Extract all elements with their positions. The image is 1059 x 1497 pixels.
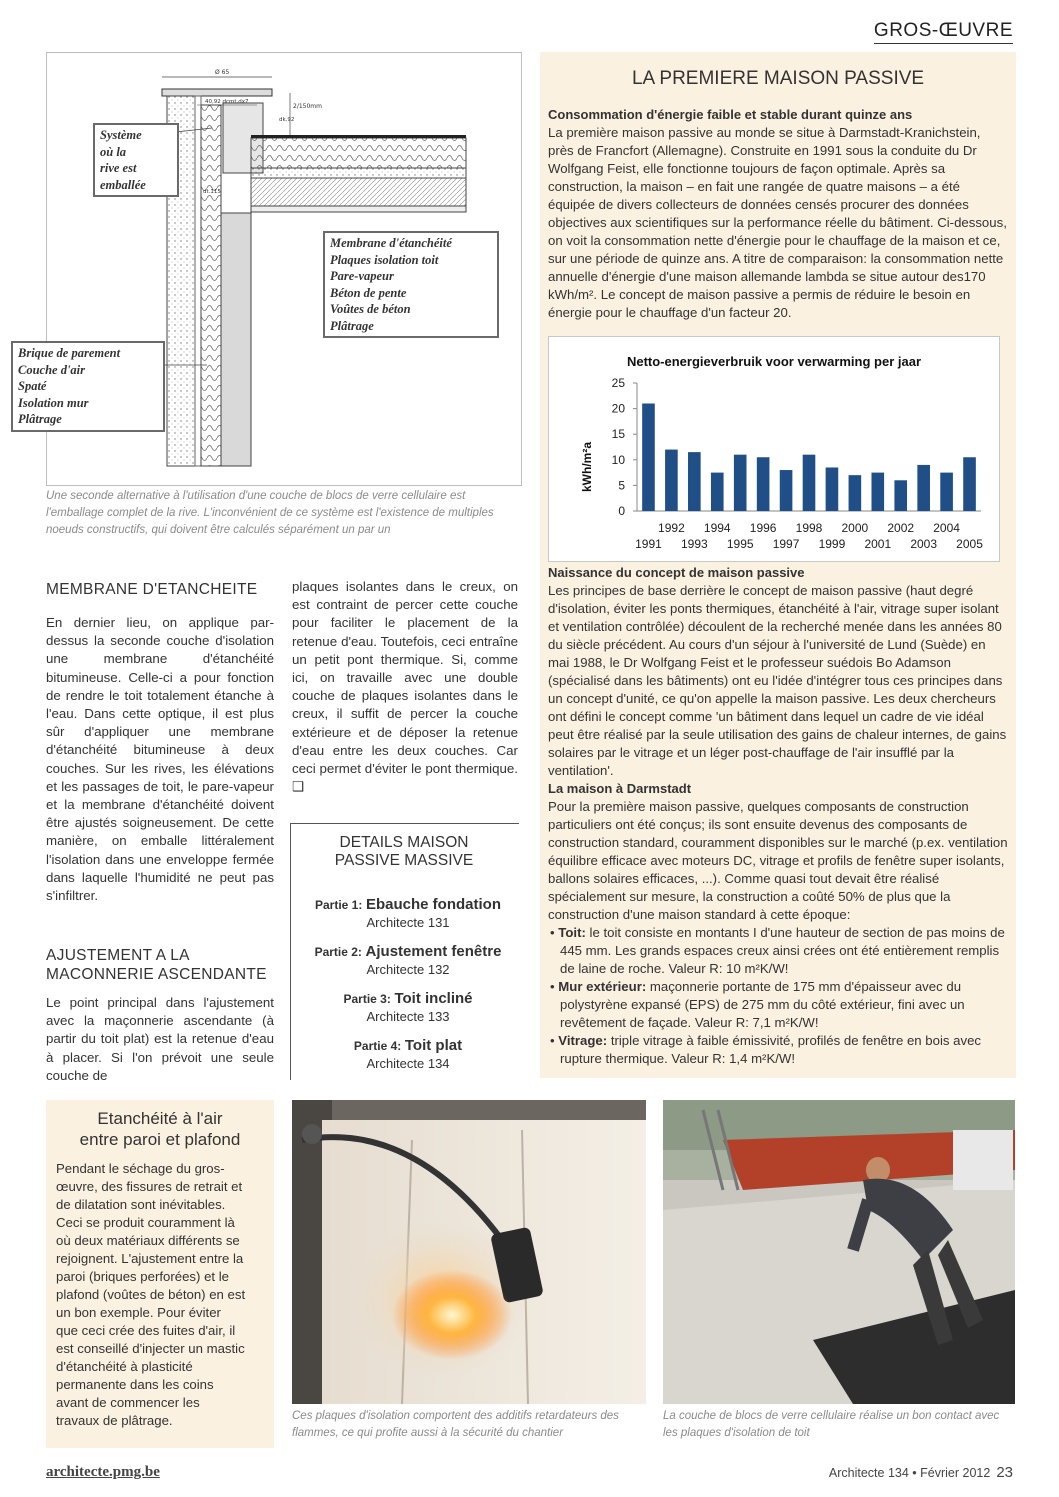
- details-part[interactable]: [310, 943, 506, 979]
- heading-ajustement: AJUSTEMENT A LA MACONNERIE ASCENDANTE: [46, 947, 267, 983]
- spec-item: • Vitrage: triple vitrage à faible émissivité, profilés de fenêtre en bois avec rupture thermique. Valeur R: 1,4 m²K/W!: [550, 1033, 981, 1066]
- details-title: DETAILS MAISON PASSIVE MASSIVE: [334, 834, 474, 869]
- label-roof-box: [323, 231, 499, 338]
- spec-value: maçonnerie portante de 175 mm d'épaisseur avec du polystyrène expansé (EPS) de 275 mm du côté extérieur, fini avec un revêtement de façade. Valeur R: 7,1 m²K/W!: [560, 979, 965, 1030]
- chart-bar: [894, 480, 907, 511]
- footer-issue: [829, 1464, 1013, 1481]
- label-line: Système: [100, 128, 142, 142]
- paragraph: Le point principal dans l'ajustement avec la maçonnerie ascendante (à partir du toit plat) est la retenue d'eau à placer. Si l'on prévoit une seule couche de: [46, 995, 274, 1083]
- photo-torch: [292, 1100, 646, 1404]
- drawing-caption: Une seconde alternative à l'utilisation d'une couche de blocs de verre cellulaire est l'emballage complet de la rive. L'inconvénient de ce système est l'existence de multiples noeuds constructifs, qui doivent être calculés séparément un par un: [46, 490, 494, 536]
- chart-title: Netto-energieverbruik voor verwarming per jaar: [626, 354, 922, 369]
- part-number: Partie 2:: [314, 945, 362, 959]
- chart-bar: [849, 475, 862, 511]
- part-title: Toit incliné: [394, 990, 473, 1007]
- heading-membrane: MEMBRANE D'ETANCHEITE: [46, 581, 258, 598]
- spec-key: Toit:: [558, 925, 586, 940]
- chart-bar: [917, 465, 930, 511]
- part-ref: Architecte 132: [366, 962, 450, 977]
- spec-key: Mur extérieur:: [558, 979, 647, 994]
- chart-y-tick-label: 5: [618, 478, 625, 493]
- spec-list: [548, 924, 1008, 1068]
- airtightness-title: Etanchéité à l'air entre paroi et plafond: [79, 1109, 241, 1149]
- worker-photo-svg: [663, 1100, 1015, 1404]
- label-line: Spaté: [18, 379, 47, 393]
- airtightness-box: [46, 1100, 274, 1448]
- spec-value: triple vitrage à faible émissivité, profilés de fenêtre en bois avec rupture thermique. Valeur R: 1,4 m²K/W!: [560, 1033, 981, 1066]
- sidebar-section-2: [548, 564, 1008, 1068]
- chart-bar: [803, 455, 816, 511]
- section-tag: GROS-ŒUVRE: [874, 20, 1013, 44]
- part-title: Ebauche fondation: [365, 896, 501, 913]
- label-wall-box: [11, 341, 165, 432]
- chart-bar: [940, 473, 953, 511]
- part-number: Partie 1:: [315, 898, 363, 912]
- photo-worker: [663, 1100, 1015, 1404]
- chart-x-tick-label: 1997: [772, 537, 800, 551]
- sidebar-section-1: [548, 106, 1008, 322]
- label-line: rive est: [100, 161, 137, 175]
- chart-x-tick-label: 1999: [818, 537, 846, 551]
- chart-x-tick-label: 2003: [910, 537, 938, 551]
- chart-y-tick-label: 15: [611, 427, 625, 442]
- chart-bar: [757, 457, 770, 511]
- svg-text:Ø 65: Ø 65: [215, 69, 230, 76]
- chart-x-tick-label: 1996: [749, 521, 777, 535]
- spec-key: Vitrage:: [558, 1033, 608, 1048]
- label-line: Brique de parement: [18, 346, 121, 360]
- label-line: Voûtes de béton: [330, 302, 411, 316]
- part-ref: Architecte 134: [366, 1056, 450, 1071]
- label-line: où la: [100, 144, 127, 159]
- chart-x-tick-label: 2000: [841, 521, 869, 535]
- spec-value: le toit consiste en montants I d'une hauteur de section de pas moins de 445 mm. Les grands espaces creux ainsi crées ont été entièrement remplis de laine de roche. Valeur R: 10 m²K/W!: [560, 925, 1005, 976]
- label-line: Plâtrage: [18, 412, 62, 426]
- sidebar-title: LA PREMIERE MAISON PASSIVE: [631, 68, 925, 89]
- part-number: Partie 4:: [353, 1039, 402, 1053]
- part-ref: Architecte 131: [366, 915, 450, 930]
- chart-y-tick-label: 0: [618, 504, 625, 518]
- sidebar-paragraph: Les principes de base derrière le concept de maison passive (haut degré d'isolation, éviter les ponts thermiques, étanchéité à l'air, vitrage super isolant et ventilation contrôlée) découlent de la recherché menée dans les années 80 du siècle précédent. Au cours d'un séjour à l'université de Lund (Suède) en mai 1988, le Dr Wolfgang Feist et le professeur suédois Bo Adamson (spécialisé dans les bâtiments) ont eu l'idée d'intégrer tous ces principes dans un concept d'unité, ce qu'on appelle la maison passive. Les deux chercheurs ont défini le concept comme 'un bâtiment dans lequel un cadre de vie idéal peut être réalisé par la seule utilisation des gains de chaleur internes, de gains solaires par le vitrage et un léger post-chauffage de l'air insufflé par la ventilation'.: [548, 583, 1007, 778]
- label-line: Pare-vapeur: [330, 269, 394, 283]
- part-title: Toit plat: [404, 1037, 463, 1054]
- chart-bar: [642, 403, 655, 511]
- chart-x-tick-label: 1998: [795, 521, 823, 535]
- energy-chart: [548, 336, 1000, 562]
- torch-photo-svg: [292, 1100, 646, 1404]
- chart-x-tick-label: 2001: [864, 537, 892, 551]
- chart-x-tick-label: 1992: [658, 521, 685, 535]
- details-part[interactable]: [310, 1037, 506, 1073]
- part-title: Ajustement fenêtre: [365, 943, 502, 960]
- details-list: [310, 896, 506, 1073]
- paragraph: En dernier lieu, on applique par-dessus la seconde couche d'isolation une membrane d'étanchéité bitumineuse. Celle-ci a pour fonction de rendre le toit totalement étanche à l'eau. Dans cette optique, il est plus sûr d'appliquer une membrane d'étanchéité bitumineuse à deux couches. Sur les rives, les élévations et les passages de toit, le pare-vapeur et la membrane d'étanchéité doivent être ajustés soigneusement. De cette manière, on emballe littéralement l'isolation dans une enveloppe fermée dans laquelle l'humidité ne peut pas s'infiltrer.: [46, 615, 274, 904]
- sidebar-paragraph: Pour la première maison passive, quelques composants de construction particuliers ont été conçus; ils sont ensuite devenus des composants de construction standard, couramment disponibles sur le marché (p.ex. ventilation équilibre efficace avec moteurs DC, vitrage et profils de fenêtre super isolants, ballons solaires efficaces, ...). Comme quasi tout devait être réalisé spécialement sur mesure, la construction a coûté 50% de plus que la construction d'une maison standard à cette époque:: [548, 799, 1008, 922]
- chart-bar: [711, 473, 724, 511]
- details-part[interactable]: [310, 990, 506, 1026]
- label-line: Isolation mur: [18, 395, 89, 410]
- chart-y-tick-label: 10: [611, 452, 625, 467]
- sidebar-paragraph: La première maison passive au monde se situe à Darmstadt-Kranichstein, près de Francfort (Allemagne). Construite en 1991 sous la conduite du Dr Wolfgang Feist, elle fonctionne toujours de façon optimale. Après sa construction, la maison – en fait une rangée de quatre maisons – a été équipée de divers collecteurs de données censés procurer des données objectives aux scientifiques sur la performance réelle du bâtiment. Ci-dessous, on voit la consommation nette d'énergie pour le chauffage de la maison et ce, sur une période de quinze ans. A titre de comparaison: la consommation nette annuelle d'énergie d'une maison allemande lambda se situe autour des170 kWh/m². Le concept de maison passive a permis de réduire le besoin en énergie pour le chauffage d'un facteur 20.: [548, 125, 1007, 320]
- label-line: Béton de pente: [330, 285, 407, 300]
- chart-bar: [963, 457, 976, 511]
- label-line: Membrane d'étanchéité: [330, 236, 452, 250]
- label-system-box: [93, 123, 179, 197]
- part-ref: Architecte 133: [366, 1009, 450, 1024]
- chart-bar: [688, 452, 701, 511]
- part-number: Partie 3:: [343, 992, 391, 1006]
- chart-bar: [826, 467, 839, 511]
- chart-x-tick-label: 1994: [703, 521, 731, 535]
- chart-bar: [734, 455, 747, 511]
- chart-x-tick-label: 1995: [726, 537, 754, 551]
- label-line: Plâtrage: [330, 318, 374, 333]
- label-line: Plaques isolation toit: [330, 252, 439, 267]
- photo-caption-1: Ces plaques d'isolation comportent des additifs retardateurs des flammes, ce qui profite aussi à la sécurité du chantier: [292, 1410, 619, 1439]
- svg-text:dk,92: dk,92: [279, 117, 295, 123]
- footer-issue-text: Architecte 134 • Février 2012: [828, 1466, 991, 1480]
- chart-bar: [780, 470, 793, 511]
- chart-y-tick-label: 20: [611, 401, 625, 416]
- label-line: emballée: [100, 177, 146, 192]
- svg-text:2/150mm: 2/150mm: [293, 103, 322, 110]
- photo-caption-2: La couche de blocs de verre cellulaire réalise un bon contact avec les plaques d'isolation de toit: [663, 1410, 1000, 1439]
- details-part[interactable]: [310, 896, 506, 932]
- chart-svg: [549, 337, 999, 561]
- chart-y-tick-label: 25: [611, 376, 625, 390]
- body-membrane: [46, 614, 274, 905]
- spec-item: • Mur extérieur: maçonnerie portante de 175 mm d'épaisseur avec du polystyrène expansé (EPS) de 275 mm du côté extérieur, fini avec un revêtement de façade. Valeur R: 7,1 m²K/W!: [550, 979, 965, 1030]
- sidebar-subtitle: Naissance du concept de maison passive: [548, 565, 805, 580]
- body-column-2: [292, 578, 518, 796]
- chart-ylabel: kWh/m²a: [580, 441, 594, 493]
- chart-x-tick-label: 2005: [956, 537, 983, 551]
- chart-x-tick-label: 2004: [933, 521, 960, 535]
- chart-x-tick-label: 1993: [680, 537, 708, 551]
- paragraph: plaques isolantes dans le creux, on est contraint de percer cette couche pour faciliter le placement de la retenue d'eau. Toutefois, ceci entraîne un petit pont thermique. Si, comme ici, on travaille avec une double couche de plaques isolantes dans le creux, il suffit de percer la couche extérieure et de déposer la retenue d'eau entre les deux couches. Car ceci permet d'éviter le pont thermique. ❑: [292, 579, 518, 795]
- chart-bar: [665, 450, 678, 511]
- chart-x-tick-label: 1991: [635, 537, 662, 551]
- svg-text:40,92 dcmt,dx7: 40,92 dcmt,dx7: [205, 99, 249, 105]
- sidebar-subtitle: Consommation d'énergie faible et stable durant quinze ans: [548, 107, 913, 122]
- chart-x-tick-label: 2002: [887, 521, 915, 535]
- page-number: 23: [996, 1464, 1013, 1481]
- sidebar-subtitle: La maison à Darmstadt: [548, 781, 692, 796]
- label-line: Couche d'air: [18, 362, 86, 377]
- chart-bar: [871, 473, 884, 511]
- svg-text:dt.115: dt.115: [203, 189, 221, 195]
- footer-website-link[interactable]: architecte.pmg.be: [46, 1464, 160, 1480]
- body-ajustement: [46, 994, 274, 1085]
- spec-item: • Toit: le toit consiste en montants I d'une hauteur de section de pas moins de 445 mm. Les grands espaces creux ainsi crées ont été entièrement remplis de laine de roche. Valeur R: 10 m²K/W!: [550, 925, 1005, 976]
- construction-drawing: [18, 52, 522, 486]
- airtightness-text: Pendant le séchage du gros-œuvre, des fissures de retrait et de dilatation sont inévitables. Ceci se produit couramment là où deux matériaux différents se rejoignent. L'ajustement entre la paroi (briques perforées) et le plafond (voûtes de béton) en est un bon exemple. Pour éviter que ceci crée des fuites d'air, il est conseillé d'injecter un mastic d'étanchéité à plasticité permanente dans les coins avant de commencer les travaux de plâtrage.: [56, 1161, 246, 1428]
